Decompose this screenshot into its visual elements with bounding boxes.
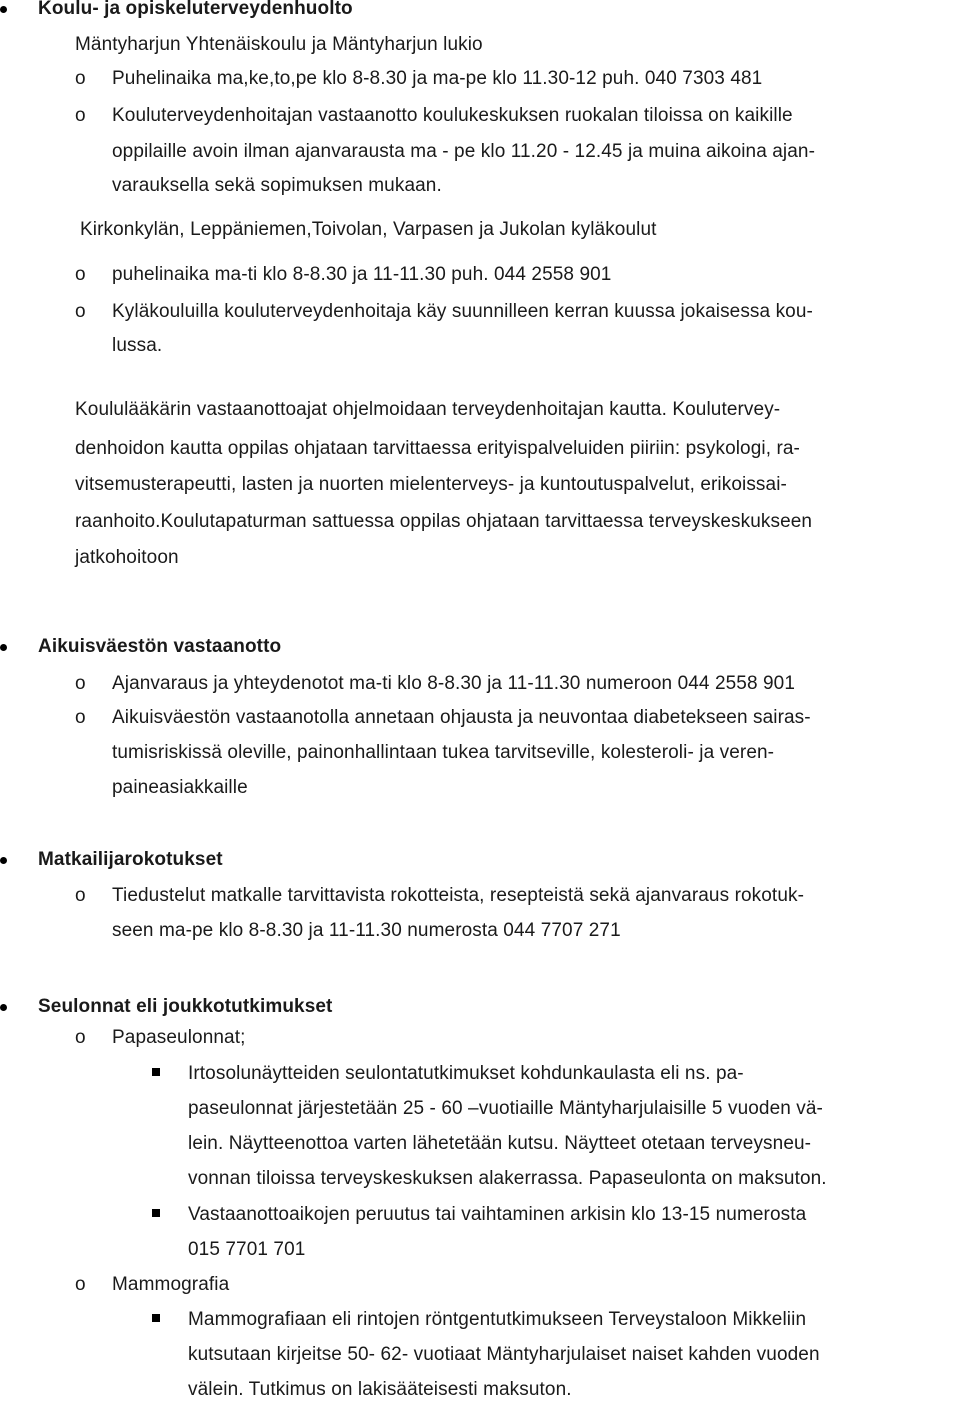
circle-bullet-icon: o [75, 68, 86, 89]
list-item: Mammografiaan eli rintojen röntgentutkimukseen Terveystaloon Mikkeliin [188, 1309, 807, 1330]
list-item-continuation: lussa. [112, 335, 163, 356]
list-item: Aikuisväestön vastaanotolla annetaan ohjausta ja neuvontaa diabetekseen sairas- [112, 707, 811, 728]
paragraph-line: denhoidon kautta oppilas ohjataan tarvittaessa erityispalveluiden piiriin: psykologi, ra- [75, 438, 800, 459]
school-name: Mäntyharjun Yhtenäiskoulu ja Mäntyharjun lukio [75, 34, 483, 55]
circle-bullet-icon: o [75, 707, 86, 728]
list-item: Irtosolunäytteiden seulontatutkimukset kohdunkaulasta eli ns. pa- [188, 1063, 744, 1084]
list-item-continuation: varauksella sekä sopimuksen mukaan. [112, 175, 442, 196]
list-item-continuation: paineasiakkaille [112, 777, 248, 798]
paragraph-line: jatkohoitoon [75, 547, 179, 568]
paragraph-line: vitsemusterapeutti, lasten ja nuorten mielenterveys- ja kuntoutuspalvelut, erikoissai- [75, 474, 787, 495]
list-item-continuation: tumisriskissä oleville, painonhallintaan tukea tarvitseville, kolesteroli- ja veren- [112, 742, 775, 763]
list-item: Ajanvaraus ja yhteydenotot ma-ti klo 8-8.30 ja 11-11.30 numeroon 044 2558 901 [112, 673, 795, 694]
list-item: Vastaanottoaikojen peruutus tai vaihtaminen arkisin klo 13-15 numerosta [188, 1204, 807, 1225]
list-item: Kyläkouluilla kouluterveydenhoitaja käy suunnilleen kerran kuussa jokaisessa kou- [112, 301, 813, 322]
circle-bullet-icon: o [75, 1274, 86, 1295]
sub-heading: Mammografia [112, 1274, 230, 1295]
bullet-icon [0, 6, 7, 13]
section-heading: Matkailijarokotukset [38, 849, 223, 870]
list-item-continuation: lein. Näytteenottoa varten lähetetään kutsu. Näytteet otetaan terveysneu- [188, 1133, 812, 1154]
circle-bullet-icon: o [75, 673, 86, 694]
list-item-continuation: 015 7701 701 [188, 1239, 306, 1260]
paragraph-line: raanhoito.Koulutapaturman sattuessa oppilas ohjataan tarvittaessa terveyskeskukseen [75, 511, 813, 532]
square-bullet-icon [152, 1068, 160, 1076]
paragraph-line: Koululääkärin vastaanottoajat ohjelmoidaan terveydenhoitajan kautta. Koulutervey- [75, 399, 781, 420]
list-item-continuation: vonnan tiloissa terveyskeskuksen alakerrassa. Papaseulonta on maksuton. [188, 1168, 827, 1189]
circle-bullet-icon: o [75, 264, 86, 285]
bullet-icon [0, 1004, 7, 1011]
circle-bullet-icon: o [75, 1027, 86, 1048]
section-heading: Koulu- ja opiskeluterveydenhuolto [38, 0, 353, 19]
bullet-icon [0, 644, 7, 651]
list-item-continuation: välein. Tutkimus on lakisääteisesti maksuton. [188, 1379, 572, 1400]
bullet-icon [0, 857, 7, 864]
list-item-continuation: paseulonnat järjestetään 25 - 60 –vuotiaille Mäntyharjulaisille 5 vuoden vä- [188, 1098, 823, 1119]
sub-heading: Papaseulonnat; [112, 1027, 246, 1048]
section-heading: Aikuisväestön vastaanotto [38, 636, 282, 657]
list-item: Puhelinaika ma,ke,to,pe klo 8-8.30 ja ma-pe klo 11.30-12 puh. 040 7303 481 [112, 68, 763, 89]
list-item-continuation: oppilaille avoin ilman ajanvarausta ma - pe klo 11.20 - 12.45 ja muina aikoina ajan- [112, 141, 816, 162]
square-bullet-icon [152, 1314, 160, 1322]
list-item: Tiedustelut matkalle tarvittavista rokotteista, resepteistä sekä ajanvaraus rokotuk- [112, 885, 805, 906]
square-bullet-icon [152, 1209, 160, 1217]
section-heading: Seulonnat eli joukkotutkimukset [38, 996, 333, 1017]
list-item: Kouluterveydenhoitajan vastaanotto koulukeskuksen ruokalan tiloissa on kaikille [112, 105, 793, 126]
circle-bullet-icon: o [75, 301, 86, 322]
circle-bullet-icon: o [75, 885, 86, 906]
list-item-continuation: kutsutaan kirjeitse 50- 62- vuotiaat Mäntyharjulaiset naiset kahden vuoden [188, 1344, 820, 1365]
list-item: puhelinaika ma-ti klo 8-8.30 ja 11-11.30 puh. 044 2558 901 [112, 264, 612, 285]
list-item-continuation: seen ma-pe klo 8-8.30 ja 11-11.30 numerosta 044 7707 271 [112, 920, 621, 941]
circle-bullet-icon: o [75, 105, 86, 126]
village-schools-heading: Kirkonkylän, Leppäniemen,Toivolan, Varpasen ja Jukolan kyläkoulut [80, 219, 657, 240]
